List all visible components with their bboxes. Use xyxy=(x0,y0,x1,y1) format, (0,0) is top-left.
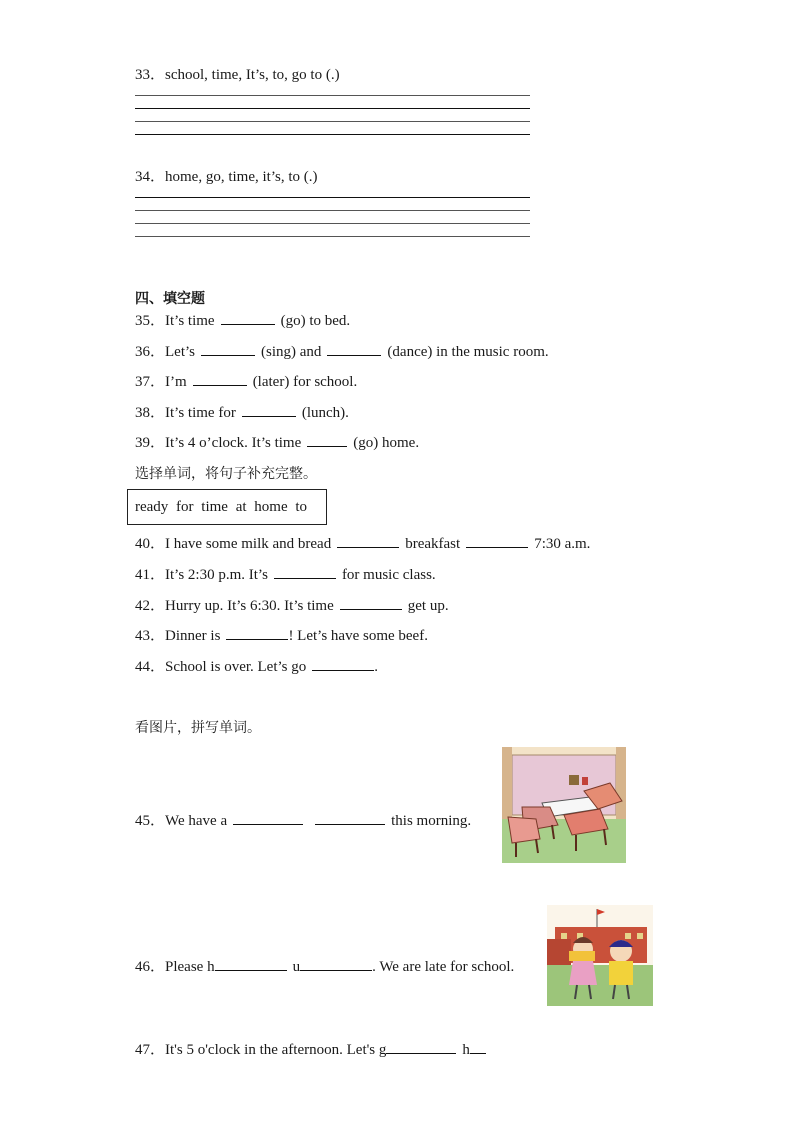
question-42: 42．Hurry up. It’s 6:30. It’s time get up. xyxy=(135,594,449,615)
question-text: home, go, time, it’s, to (.) xyxy=(165,169,318,185)
fill-blank[interactable] xyxy=(307,431,347,447)
question-35: 35．It’s time (go) to bed. xyxy=(135,309,350,330)
answer-line[interactable] xyxy=(135,121,530,122)
fill-blank[interactable] xyxy=(312,655,374,671)
question-40: 40．I have some milk and bread breakfast 7:30 a.m. xyxy=(135,532,590,553)
fill-blank[interactable] xyxy=(201,340,255,356)
question-33 xyxy=(135,63,340,84)
fill-blank[interactable] xyxy=(315,809,385,825)
fill-blank[interactable] xyxy=(215,955,287,971)
answer-line[interactable] xyxy=(135,108,530,109)
fill-blank[interactable] xyxy=(193,370,247,386)
question-43: 43．Dinner is ! Let’s have some beef. xyxy=(135,624,428,645)
section-title: 四、填空题 xyxy=(135,291,205,307)
question-36: 36．Let’s (sing) and (dance) in the music room. xyxy=(135,340,549,361)
answer-line[interactable] xyxy=(135,223,530,224)
fill-blank[interactable] xyxy=(340,594,402,610)
word-bank: ready for time at home to xyxy=(127,489,327,525)
question-number: 33． xyxy=(135,67,166,83)
question-37: 37．I’m (later) for school. xyxy=(135,370,357,391)
fill-blank[interactable] xyxy=(300,955,372,971)
question-45: 45．We have a this morning. xyxy=(135,809,471,830)
instruction: 看图片，拼写单词。 xyxy=(135,720,261,736)
question-number: 34． xyxy=(135,169,166,185)
fill-blank[interactable] xyxy=(466,532,528,548)
fill-blank[interactable] xyxy=(470,1038,486,1054)
question-44: 44．School is over. Let’s go . xyxy=(135,655,378,676)
question-38: 38．It’s time for (lunch). xyxy=(135,401,349,422)
question-47: 47．It's 5 o'clock in the afternoon. Let's g h xyxy=(135,1038,492,1059)
instruction: 选择单词，将句子补充完整。 xyxy=(135,466,317,482)
question-34 xyxy=(135,165,318,186)
fill-blank[interactable] xyxy=(274,563,336,579)
fill-blank[interactable] xyxy=(221,309,275,325)
question-46: 46．Please h u . We are late for school. xyxy=(135,955,514,976)
question-text: school, time, It’s, to, go to (.) xyxy=(165,67,340,83)
answer-line[interactable] xyxy=(135,236,530,237)
fill-blank[interactable] xyxy=(386,1038,456,1054)
answer-line[interactable] xyxy=(135,95,530,96)
answer-line[interactable] xyxy=(135,210,530,211)
fill-blank[interactable] xyxy=(226,624,288,640)
fill-blank[interactable] xyxy=(327,340,381,356)
question-41: 41．It’s 2:30 p.m. It’s for music class. xyxy=(135,563,436,584)
music-room-illustration xyxy=(502,747,626,863)
fill-blank[interactable] xyxy=(242,401,296,417)
fill-blank[interactable] xyxy=(233,809,303,825)
fill-blank[interactable] xyxy=(337,532,399,548)
answer-line[interactable] xyxy=(135,134,530,135)
music-room-image xyxy=(502,747,626,863)
answer-line[interactable] xyxy=(135,197,530,198)
late-for-school-image xyxy=(547,905,653,1006)
question-39: 39．It’s 4 o’clock. It’s time (go) home. xyxy=(135,431,419,452)
kids-running-illustration xyxy=(547,905,653,1006)
